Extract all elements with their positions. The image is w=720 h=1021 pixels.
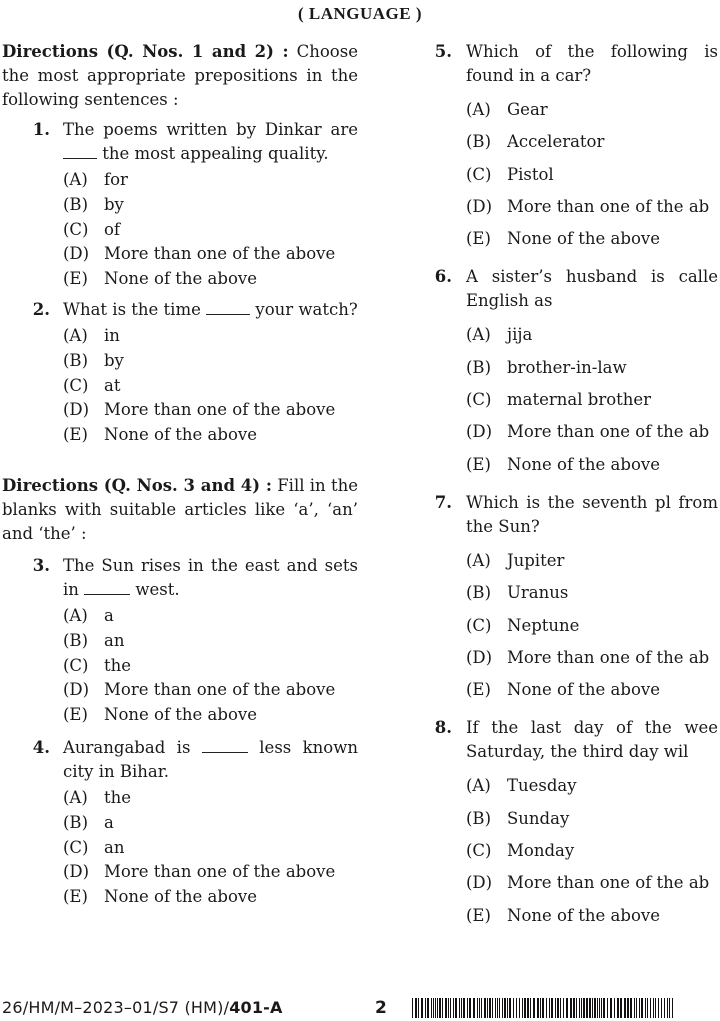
question-number: 8.: [434, 718, 452, 738]
option-b: (B) Sunday: [466, 808, 570, 828]
option-e: (E) None of the above: [63, 887, 257, 907]
option-e: (E) None of the above: [466, 454, 660, 474]
option-b: (B) brother-in-law: [466, 357, 627, 377]
question-5: [428, 40, 720, 255]
option-d: (D) More than one of the ab: [466, 873, 710, 893]
option-d: (D) More than one of the above: [63, 400, 336, 420]
barcode: [412, 998, 674, 1018]
question-6: [428, 265, 720, 480]
option-e: (E) None of the above: [63, 705, 257, 725]
question-text: If the last day of the wee Saturday, the third day wil: [466, 718, 718, 762]
option-list: [428, 545, 720, 706]
option-a: (A) a: [63, 605, 114, 625]
answer-blank: [63, 144, 97, 159]
option-list: [2, 786, 358, 910]
question-text: What is the time your watch?: [63, 299, 358, 319]
question-number: 7.: [434, 492, 452, 512]
option-list: [428, 319, 720, 480]
question-7: [428, 491, 720, 706]
option-list: [2, 324, 358, 448]
option-c: (C) at: [63, 375, 121, 395]
question-8: [428, 716, 720, 931]
question-number: 6.: [434, 267, 452, 287]
footer-code: 26/HM/M–2023–01/S7 (HM)/401-A: [2, 998, 283, 1017]
question-text: Aurangabad is less known city in Bihar.: [63, 737, 358, 781]
question-text: Which of the following is found in a car?: [466, 42, 718, 85]
question-text: A sister’s husband is calle English as: [466, 267, 718, 311]
question-number: 4.: [32, 737, 50, 757]
question-text: Which is the seventh pl from the Sun?: [466, 492, 718, 536]
right-column: [428, 40, 720, 932]
option-list: [2, 604, 358, 728]
option-c: (C) maternal brother: [466, 390, 652, 410]
question-4: [2, 736, 358, 910]
question-1: [2, 118, 358, 292]
footer-code-bold: 401-A: [229, 998, 283, 1017]
directions-q3-q4: [2, 474, 358, 546]
directions-text: Choose the most appropriate prepositions in the following sentences :: [2, 42, 358, 109]
option-c: (C) Monday: [466, 841, 575, 861]
question-number: 2.: [32, 299, 50, 319]
option-a: (A) Gear: [466, 100, 548, 119]
option-c: (C) of: [63, 219, 121, 239]
question-text: The poems written by Dinkar are the most appealing quality.: [63, 120, 358, 163]
option-e: (E) None of the above: [466, 680, 660, 700]
answer-blank: [202, 738, 248, 753]
option-a: (A) in: [63, 325, 120, 345]
option-a: (A) for: [63, 170, 128, 189]
option-b: (B) Uranus: [466, 583, 569, 603]
option-e: (E) None of the above: [466, 905, 660, 925]
option-d: (D) More than one of the ab: [466, 647, 710, 667]
option-b: (B) Accelerator: [466, 132, 605, 152]
question-2: [2, 298, 358, 448]
option-c: (C) the: [63, 655, 132, 675]
answer-blank: [84, 580, 130, 595]
option-list: [428, 770, 720, 931]
question-number: 5.: [434, 42, 452, 61]
directions-label: Directions (Q. Nos. 3 and 4) :: [2, 475, 272, 495]
option-d: (D) More than one of the ab: [466, 196, 710, 216]
page-number: 2: [375, 998, 387, 1018]
answer-blank: [206, 300, 250, 315]
directions-q1-q2: [2, 40, 358, 112]
option-d: (D) More than one of the above: [63, 680, 336, 700]
option-d: (D) More than one of the above: [63, 244, 336, 264]
directions-text: Fill in the blanks with suitable articles like ‘a’, ‘an’ and ‘the’ :: [2, 475, 358, 543]
option-b: (B) by: [63, 194, 124, 214]
option-e: (E) None of the above: [466, 229, 660, 249]
question-number: 1.: [32, 120, 50, 139]
option-d: (D) More than one of the ab: [466, 422, 710, 442]
option-a: (A) Tuesday: [466, 776, 577, 796]
option-e: (E) None of the above: [63, 425, 257, 445]
directions-label: Directions (Q. Nos. 1 and 2) :: [2, 42, 289, 61]
option-a: (A) the: [63, 787, 132, 807]
option-b: (B) by: [63, 350, 124, 370]
question-number: 3.: [32, 555, 50, 575]
question-text: The Sun rises in the east and sets in west.: [63, 555, 358, 599]
option-c: (C) Neptune: [466, 615, 580, 635]
section-heading: ( LANGUAGE ): [297, 4, 423, 23]
option-a: (A) jija: [466, 325, 533, 345]
option-list: [2, 168, 358, 292]
option-b: (B) a: [63, 812, 114, 832]
question-3: [2, 554, 358, 728]
option-c: (C) Pistol: [466, 164, 554, 184]
left-column: [2, 40, 358, 910]
option-list: [428, 94, 720, 255]
option-a: (A) Jupiter: [466, 550, 565, 570]
option-c: (C) an: [63, 837, 125, 857]
option-e: (E) None of the above: [63, 269, 257, 289]
option-b: (B) an: [63, 630, 125, 650]
option-d: (D) More than one of the above: [63, 862, 336, 882]
